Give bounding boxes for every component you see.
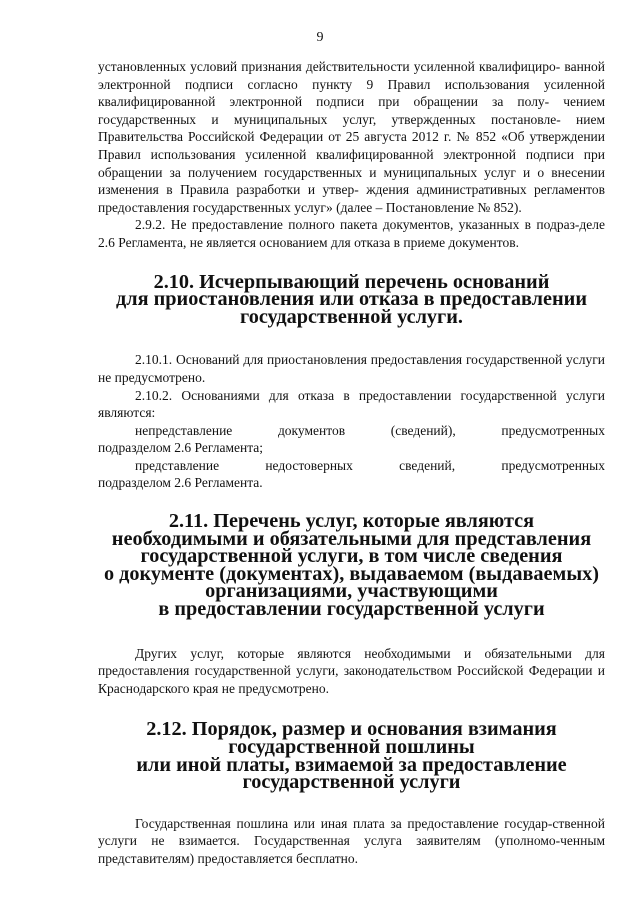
intro-line: ждения административных регламентов предоставления государственных [98,182,605,215]
heading-line: или иной платы, взимаемой за предоставление [136,753,567,776]
heading-line: в предоставлении государственной услуги [158,598,545,621]
word: предусмотренных [501,422,605,438]
document-body [98,58,605,868]
word: документов [277,422,346,438]
word: представление [135,457,220,473]
paragraph-2-10-1: 2.10.1. Оснований для приостановления предоставления государственной услуги не предусмотрено. [98,352,605,385]
refusal-ground-1-tail: подразделом 2.6 Регламента; [98,440,264,456]
heading-line: 2.10. Исчерпывающий перечень оснований [153,270,550,293]
paragraph-2-9-2: 2.9.2. Не предоставление полного пакета документов, указанных в подраз-деле 2.6 Регламента, не является основанием для отказа в приеме документов. [98,217,605,250]
word: предусмотренных [501,457,605,473]
paragraph-2-12: Государственная пошлина или иная плата за предоставление государ-ственной услуги не взимается. Государственная услуга заявителям (уполномо-ченным представителям) предоставляется бесплатно. [98,815,605,866]
intro-line: «Об утверждении Правил использования усиленной квалифицированной [98,129,605,162]
page-number: 9 [316,30,324,45]
heading-line: для приостановления или отказа в предоставлении [115,288,588,311]
heading-line: государственной услуги [242,771,461,794]
heading-line: государственной услуги. [240,305,463,328]
heading-2-10 [98,270,605,328]
intro-line: услуг» (далее – Постановление № 852). [294,199,522,215]
heading-line: государственной услуги, в том числе сведения [140,545,563,568]
intro-line: и муниципальных услуг и о внесении изменения в Правила разработки и утвер- [98,164,605,198]
word: недостоверных [265,457,353,473]
word: сведений, [399,457,456,473]
word: непредставление [135,422,233,438]
refusal-ground-1 [98,422,605,440]
heading-2-11 [98,510,605,621]
intro-line: нием Правительства Российской Федерации от 25 августа 2012 г. № 852 [98,111,605,145]
refusal-ground-2-tail: подразделом 2.6 Регламента. [98,475,263,491]
paragraph-2-11: Других услуг, которые являются необходимыми и обязательными для предоставления государственной услуги, законодательством Российской Федерации и Краснодарского края не предусмотрено. [98,645,605,696]
heading-line: 2.12. Порядок, размер и основания взимания [146,718,557,741]
heading-2-12 [98,718,605,794]
word: (сведений), [390,422,456,438]
intro-paragraph [98,58,605,216]
heading-line: организациями, участвующими [205,580,498,603]
intro-line: ванной электронной подписи согласно пункту 9 Правил использования [98,59,606,92]
intro-line: чением государственных и муниципальных услуг, утвержденных постановле- [98,94,606,127]
paragraph-2-10-2: 2.10.2. Основаниями для отказа в предоставлении государственной услуги являются: [98,387,605,421]
heading-line: необходимыми и обязательными для представления [111,527,592,550]
intro-line: электронной подписи при обращении за получением государственных [98,146,605,180]
refusal-ground-2 [98,457,605,475]
intro-line: усиленной квалифицированной электронной подписи при обращении за полу- [98,76,605,110]
heading-line: 2.11. Перечень услуг, которые являются [168,510,535,533]
heading-line: о документе (документах), выдаваемом (выдаваемых) [103,562,600,585]
intro-line: установленных условий признания действительности усиленной квалифициро- [98,59,561,74]
heading-line: государственной пошлины [228,736,475,758]
